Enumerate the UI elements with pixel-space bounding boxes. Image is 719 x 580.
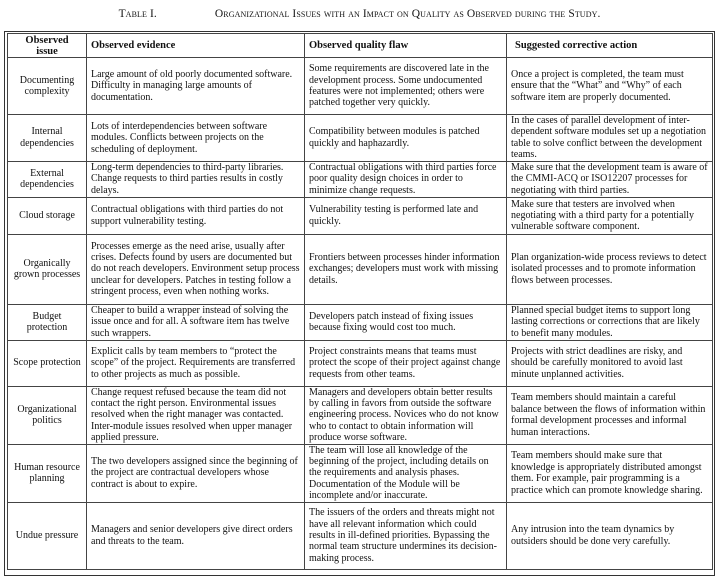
evidence-cell: Explicit calls by team members to “protect the scope” of the project. Requirements are transferred to other projects as much as possible. (87, 340, 305, 386)
evidence-cell: The two developers assigned since the beginning of the project are contractual developers whose contract is about to expire. (87, 444, 305, 502)
table-row (8, 304, 713, 340)
flaw-cell: Frontiers between processes hinder information exchanges; developers must work with missing details. (305, 234, 507, 304)
table-row (8, 234, 713, 304)
table-title: Organizational Issues with an Impact on Quality as Observed during the Study. (214, 8, 601, 20)
issue-cell: Internal dependencies (8, 115, 87, 162)
issues-table (7, 33, 713, 570)
issue-cell: Documenting complexity (8, 58, 87, 115)
flaw-cell: Project constraints means that teams must protect the scope of their project against change requests from other teams. (305, 340, 507, 386)
action-cell: Plan organization-wide process reviews to detect isolated processes and to promote information flows between processes. (507, 234, 713, 304)
issue-cell: Organically grown processes (8, 234, 87, 304)
issue-cell: Undue pressure (8, 502, 87, 569)
action-cell: Make sure that the development team is aware of the CMMI-ACQ or ISO12207 processes for negotiating with third parties. (507, 161, 713, 197)
issue-cell: Budget protection (8, 304, 87, 340)
evidence-cell: Long-term dependencies to third-party libraries. Change requests to third parties results in costly delays. (87, 161, 305, 197)
table-row (8, 502, 713, 569)
header-observed-evidence: Observed evidence (87, 34, 305, 58)
issue-cell: Organizational politics (8, 386, 87, 444)
evidence-cell: Large amount of old poorly documented software. Difficulty in managing large amounts of documentation. (87, 58, 305, 115)
table-caption (0, 8, 719, 20)
header-observed-issue: Observed issue (8, 34, 87, 58)
table-label: Table I. (118, 8, 157, 20)
action-cell: Team members should make sure that knowledge is appropriately distributed amongst them. For example, pair programming is a practice which can promote knowledge sharing. (507, 444, 713, 502)
issue-cell: Human resource planning (8, 444, 87, 502)
header-observed-quality-flaw: Observed quality flaw (305, 34, 507, 58)
flaw-cell: The team will lose all knowledge of the beginning of the project, including details on the requirements and analysis phases. Documentation of the Module will be incomplete and/or inaccurate. (305, 444, 507, 502)
header-suggested-corrective-action: Suggested corrective action (507, 34, 713, 58)
flaw-cell: Vulnerability testing is performed late and quickly. (305, 197, 507, 234)
evidence-cell: Managers and senior developers give direct orders and threats to the team. (87, 502, 305, 569)
evidence-cell: Change request refused because the team did not contact the right person. Environmental issues resolved when the right manager was contacted. Inter-module issues resolved when upper manager applied pressure. (87, 386, 305, 444)
table-row (8, 444, 713, 502)
evidence-cell: Processes emerge as the need arise, usually after crises. Defects found by users are documented but do not reach developers. Environment setup process unclear for developers. Patches in testing follow a stringent process, even when nothing works. (87, 234, 305, 304)
issue-cell: Cloud storage (8, 197, 87, 234)
table-row (8, 161, 713, 197)
table-row (8, 386, 713, 444)
issue-cell: External dependencies (8, 161, 87, 197)
table-row (8, 197, 713, 234)
action-cell: In the cases of parallel development of inter-dependent software modules set up a negotiation table to solve conflict between the development teams. (507, 115, 713, 162)
table-row (8, 58, 713, 115)
evidence-cell: Contractual obligations with third parties do not support vulnerability testing. (87, 197, 305, 234)
flaw-cell: Compatibility between modules is patched quickly and haphazardly. (305, 115, 507, 162)
action-cell: Team members should maintain a careful balance between the flows of information within formal development processes and informal human interactions. (507, 386, 713, 444)
action-cell: Any intrusion into the team dynamics by outsiders should be done very carefully. (507, 502, 713, 569)
flaw-cell: Developers patch instead of fixing issues because fixing would cost too much. (305, 304, 507, 340)
header-row (8, 34, 713, 58)
action-cell: Projects with strict deadlines are risky, and should be carefully monitored to avoid last minute unplanned activities. (507, 340, 713, 386)
action-cell: Make sure that testers are involved when negotiating with a third party for a potentially vulnerable software component. (507, 197, 713, 234)
flaw-cell: Some requirements are discovered late in the development process. Some undocumented features were not implemented; others were patched together very quickly. (305, 58, 507, 115)
table-row (8, 340, 713, 386)
evidence-cell: Cheaper to build a wrapper instead of solving the issue once and for all. A software item has twelve such wrappers. (87, 304, 305, 340)
action-cell: Once a project is completed, the team must ensure that the “What” and “Why” of each software item are properly documented. (507, 58, 713, 115)
flaw-cell: The issuers of the orders and threats might not have all relevant information which could results in ill-defined priorities. Bypassing the normal team structure undermines its decision-making process. (305, 502, 507, 569)
action-cell: Planned special budget items to support long lasting corrections or corrections that are likely to benefit many modules. (507, 304, 713, 340)
evidence-cell: Lots of interdependencies between software modules. Conflicts between projects on the scheduling of deployment. (87, 115, 305, 162)
issue-cell: Scope protection (8, 340, 87, 386)
table-row (8, 115, 713, 162)
flaw-cell: Managers and developers obtain better results by calling in favors from outside the software engineering process. Novices who do not know who to contact to obtain information will produce worse software. (305, 386, 507, 444)
flaw-cell: Contractual obligations with third parties force poor quality design choices in order to minimize change requests. (305, 161, 507, 197)
